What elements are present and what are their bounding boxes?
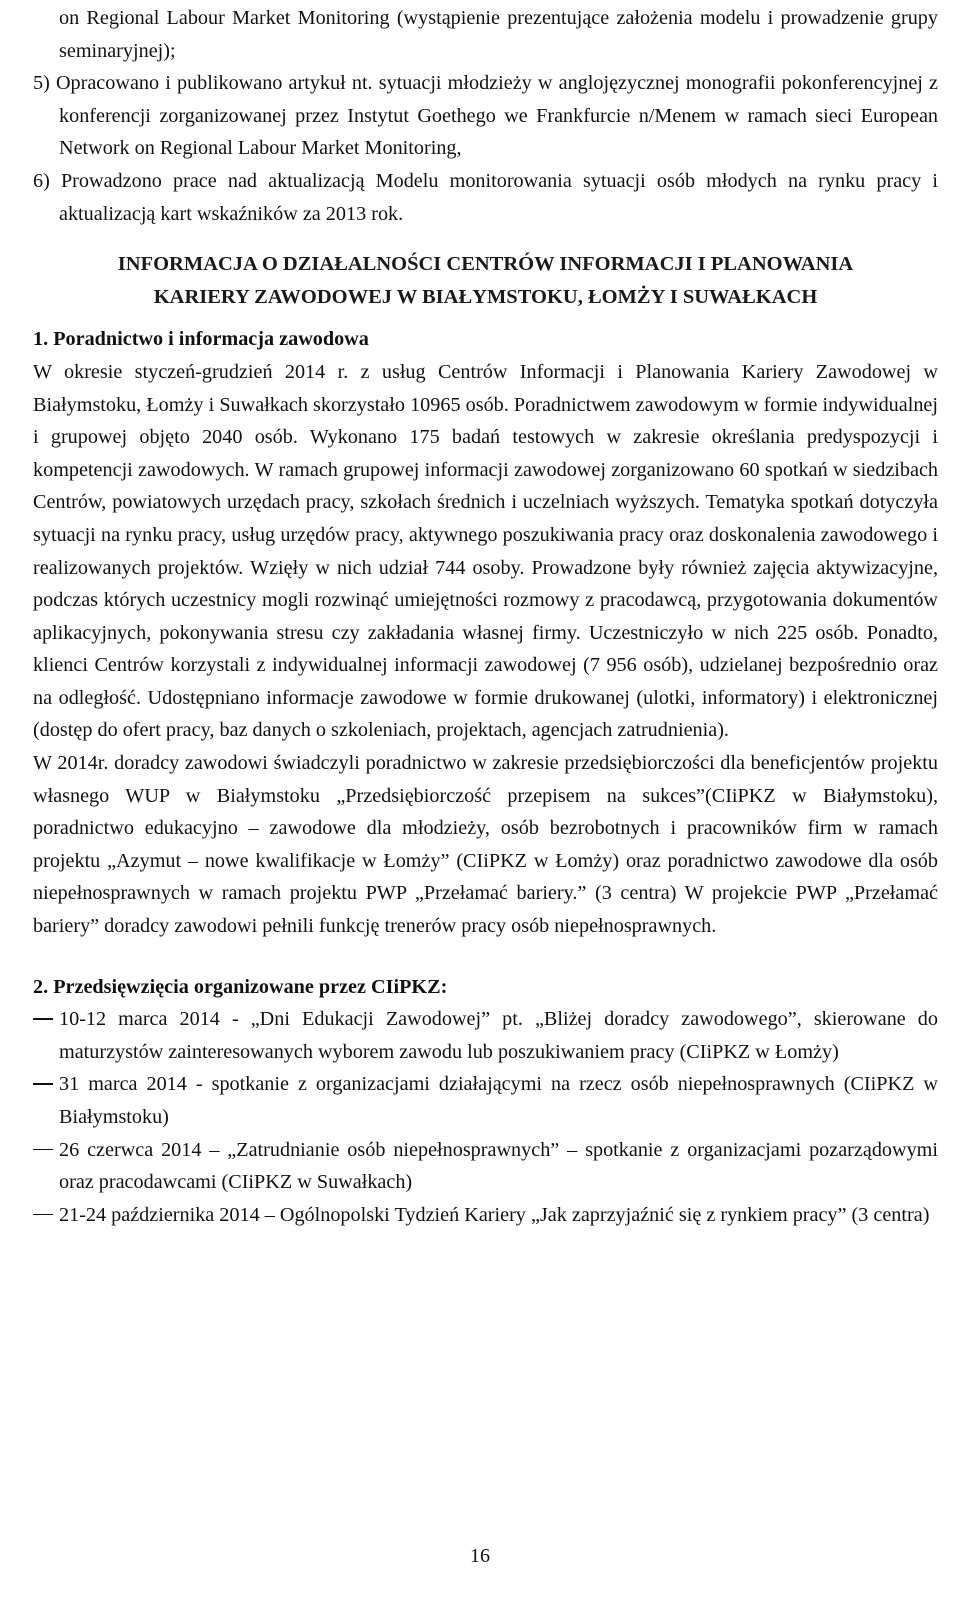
- list-item: [33, 1199, 938, 1232]
- intro-item-6: 6) Prowadzono prace nad aktualizacją Modelu monitorowania sytuacji osób młodych na rynku pracy i aktualizacją kart wskaźników za 2013 rok.: [33, 169, 938, 225]
- dash-bullet-icon: [33, 1018, 53, 1020]
- list-item-text: 26 czerwca 2014 – „Zatrudnianie osób niepełnosprawnych” – spotkanie z organizacjami pozarządowymi oraz pracodawcami (CIiPKZ w Suwałkach): [59, 1138, 938, 1194]
- page-content: [33, 2, 938, 1231]
- list-item-text: 21-24 października 2014 – Ogólnopolski Tydzień Kariery „Jak zaprzyjaźnić się z rynkiem pracy” (3 centra): [59, 1203, 930, 1226]
- section-heading: [33, 248, 938, 313]
- list-item-text: 31 marca 2014 - spotkanie z organizacjami działającymi na rzecz osób niepełnosprawnych (CIiPKZ w Białymstoku): [59, 1073, 938, 1128]
- section-heading-line-1: INFORMACJA O DZIAŁALNOŚCI CENTRÓW INFORMACJI I PLANOWANIA: [117, 253, 854, 276]
- events-list: [33, 1003, 938, 1231]
- dash-bullet-icon: [33, 1149, 53, 1151]
- dash-bullet-icon: [33, 1083, 53, 1085]
- section-1-paragraph-1: W okresie styczeń-grudzień 2014 r. z usług Centrów Informacji i Planowania Kariery Zawodowej w Białymstoku, Łomży i Suwałkach skorzystało 10965 osób. Poradnictwem zawodowym w formie indywidualnej i grupowej objęto 2040 osób. Wykonano 175 badań testowych w zakresie określania predyspozycji i kompetencji zawodowych. W ramach grupowej informacji zawodowej zorganizowano 60 spotkań w siedzibach Centrów, powiatowych urzędach pracy, szkołach średnich i uczelniach wyższych. Tematyka spotkań dotyczyła sytuacji na rynku pracy, usług urzędów pracy, aktywnego poszukiwania pracy oraz doskonalenia zawodowego i realizowanych projektów. Wzięły w nich udział 744 osoby. Prowadzone były również zajęcia aktywizacyjne, podczas których uczestnicy mogli rozwinąć umiejętności rozmowy z pracodawcą, przygotowania dokumentów aplikacyjnych, pokonywania stresu czy zakładania własnej firmy. Uczestniczyło w nich 225 osób. Ponadto, klienci Centrów korzystali z indywidualnej informacji zawodowej (7 956 osób), udzielanej bezpośrednio oraz na odległość. Udostępniano informacje zawodowe w formie drukowanej (ulotki, informatory) i elektronicznej (dostęp do ofert pracy, baz danych o szkoleniach, projektach, agencjach zatrudnienia).: [33, 360, 938, 742]
- list-item: [33, 1068, 938, 1133]
- page-number: 16: [470, 1545, 490, 1567]
- intro-continuation: on Regional Labour Market Monitoring (wystąpienie prezentujące założenia modelu i prowadzenie grupy seminaryjnej);: [59, 7, 938, 62]
- section-1-paragraph-2: W 2014r. doradcy zawodowi świadczyli poradnictwo w zakresie przedsiębiorczości dla beneficjentów projektu własnego WUP w Białymstoku „Przedsiębiorczość przepisem na sukces”(CIiPKZ w Białymstoku), poradnictwo edukacyjno – zawodowe dla młodzieży, osób bezrobotnych i pracowników firm w ramach projektu „Azymut – nowe kwalifikacje w Łomży” (CIiPKZ w Łomży) oraz poradnictwo zawodowe dla osób niepełnosprawnych w ramach projektu PWP „Przełamać bariery.” (3 centra) W projekcie PWP „Przełamać bariery” doradcy zawodowi pełnili funkcję trenerów pracy osób niepełnosprawnych.: [33, 752, 938, 938]
- list-item: [33, 1003, 938, 1068]
- intro-item-5: 5) Opracowano i publikowano artykuł nt. sytuacji młodzieży w anglojęzycznej monografii pokonferencyjnej z konferencji zorganizowanej przez Instytut Goethego we Frankfurcie n/Menem w ramach sieci European Network on Regional Labour Market Monitoring,: [33, 72, 938, 160]
- section-2-title: 2. Przedsięwzięcia organizowane przez CIiPKZ:: [33, 975, 448, 998]
- section-1-title: 1. Poradnictwo i informacja zawodowa: [33, 328, 369, 351]
- section-heading-line-2: KARIERY ZAWODOWEJ W BIAŁYMSTOKU, ŁOMŻY I SUWAŁKACH: [153, 285, 818, 308]
- dash-bullet-icon: [33, 1214, 53, 1216]
- list-item-text: 10-12 marca 2014 - „Dni Edukacji Zawodowej” pt. „Bliżej doradcy zawodowego”, skierowane do maturzystów zainteresowanych wyborem zawodu lub poszukiwaniem pracy (CIiPKZ w Łomży): [59, 1008, 938, 1063]
- list-item: [33, 1134, 938, 1199]
